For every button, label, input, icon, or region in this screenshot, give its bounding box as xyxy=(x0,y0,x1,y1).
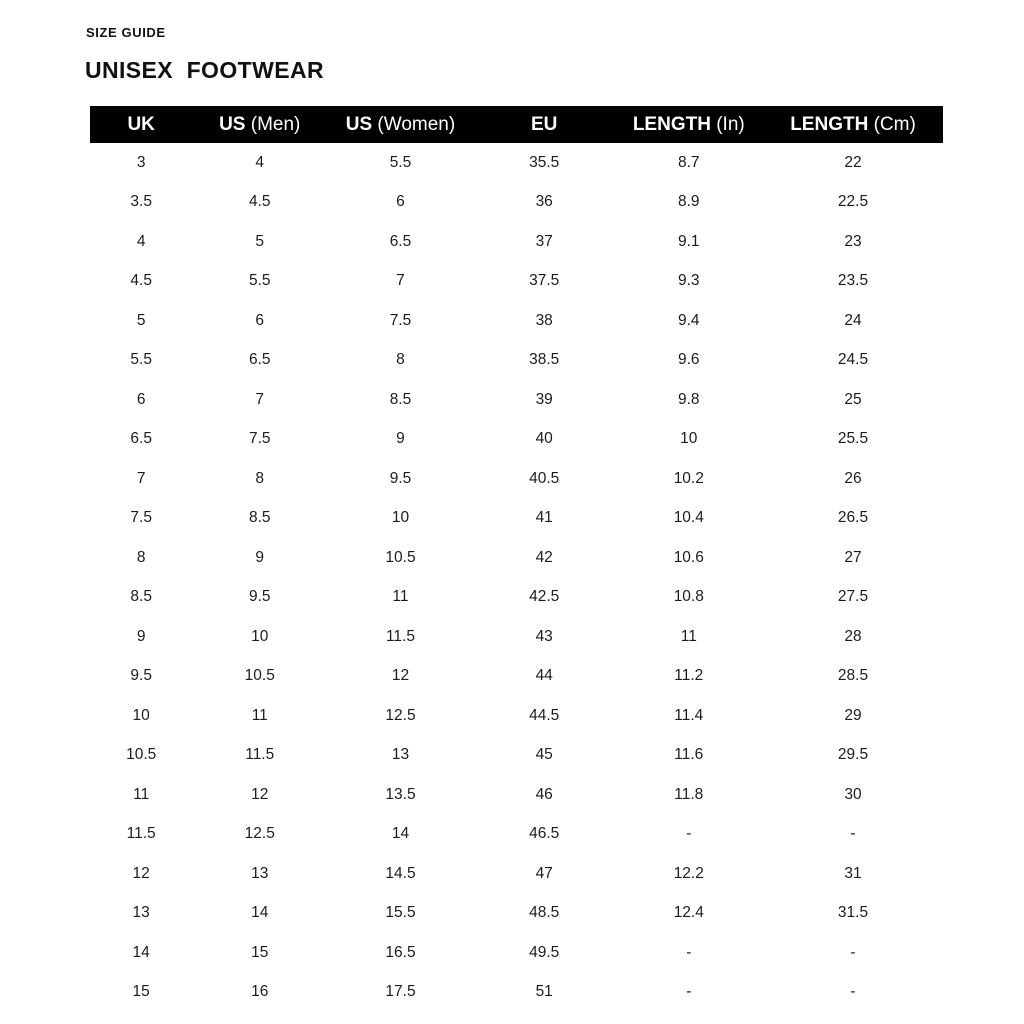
header-cell-uk xyxy=(90,106,192,143)
table-cell: 3 xyxy=(136,153,146,171)
header-bold-text: UK xyxy=(127,113,155,135)
table-row xyxy=(90,578,943,618)
table-cell: 3.5 xyxy=(130,193,152,211)
table-row xyxy=(90,380,943,420)
table-cell: 11.5 xyxy=(126,825,156,843)
table-cell: 13.5 xyxy=(385,785,416,803)
table-cell: 8 xyxy=(396,351,405,369)
table-row xyxy=(90,775,943,815)
table-cell: - xyxy=(686,943,692,961)
table-cell: 8 xyxy=(255,469,265,487)
table-cell: 11.6 xyxy=(674,746,704,764)
table-cell: 12.5 xyxy=(244,825,275,843)
table-cell: 9 xyxy=(396,430,405,448)
table-cell: 10.5 xyxy=(244,667,275,685)
table-cell: 37.5 xyxy=(529,272,560,290)
table-cell: 9.1 xyxy=(677,232,700,250)
table-cell: 9.8 xyxy=(677,390,700,408)
table-row xyxy=(90,657,943,697)
header-bold-text: LENGTH xyxy=(632,113,711,135)
table-cell: 9.5 xyxy=(130,667,152,685)
table-cell: 16 xyxy=(251,983,269,1001)
table-cell: 9 xyxy=(255,548,265,566)
table-cell: 9.3 xyxy=(677,272,700,290)
table-cell: - xyxy=(850,825,856,843)
table-cell: 24.5 xyxy=(837,351,869,369)
size-table-body xyxy=(90,143,943,1012)
table-cell: 26 xyxy=(844,469,862,487)
header-normal-text: (Men) xyxy=(245,113,301,135)
table-cell: 22.5 xyxy=(837,193,869,211)
table-cell: 40.5 xyxy=(529,469,560,487)
table-cell: 7.5 xyxy=(130,509,152,527)
table-cell: 31.5 xyxy=(837,904,869,922)
header-cell-us-men xyxy=(192,106,327,143)
table-cell: 31 xyxy=(844,864,862,882)
table-cell: 30 xyxy=(844,785,862,803)
table-cell: 29 xyxy=(844,706,862,724)
table-cell: 46 xyxy=(535,785,553,803)
table-cell: 10.6 xyxy=(673,548,704,566)
table-row xyxy=(90,301,943,341)
table-cell: 25 xyxy=(844,390,862,408)
table-row xyxy=(90,538,943,578)
table-cell: 10.4 xyxy=(673,509,704,527)
table-cell: 13 xyxy=(391,746,410,764)
table-row xyxy=(90,815,943,855)
table-cell: 15 xyxy=(251,943,269,961)
table-cell: 45 xyxy=(535,746,553,764)
table-cell: 9 xyxy=(136,627,146,645)
table-cell: 8.5 xyxy=(389,390,412,408)
table-cell: 17.5 xyxy=(385,983,416,1001)
table-cell: 10.2 xyxy=(673,469,704,487)
header-bold-text: EU xyxy=(530,113,558,135)
table-cell: 11.5 xyxy=(385,627,415,645)
table-cell: - xyxy=(686,825,692,843)
size-table-header xyxy=(90,106,943,143)
header-bold-text: US xyxy=(219,113,246,135)
table-row xyxy=(90,894,943,934)
table-cell: 27.5 xyxy=(837,588,869,606)
table-cell: 8.5 xyxy=(248,509,271,527)
table-cell: 4 xyxy=(255,153,265,171)
header-normal-text: (In) xyxy=(710,113,745,135)
table-cell: 14.5 xyxy=(385,864,416,882)
table-cell: 7 xyxy=(396,272,405,290)
table-cell: 13 xyxy=(132,904,150,922)
table-cell: 11.8 xyxy=(674,785,704,803)
table-cell: 13 xyxy=(251,864,269,882)
header-cell-length-cm xyxy=(763,106,943,143)
table-cell: 10 xyxy=(251,627,269,645)
table-cell: 42.5 xyxy=(529,588,560,606)
table-cell: 10 xyxy=(132,706,150,724)
table-cell: 44 xyxy=(535,667,553,685)
table-row xyxy=(90,617,943,657)
size-guide-label: SIZE GUIDE xyxy=(86,25,166,40)
table-cell: 42 xyxy=(535,548,553,566)
table-cell: 5 xyxy=(255,232,265,250)
table-cell: 10.8 xyxy=(673,588,704,606)
table-cell: 15.5 xyxy=(385,904,416,922)
table-cell: 28 xyxy=(844,627,862,645)
table-row xyxy=(90,183,943,223)
table-cell: 7.5 xyxy=(389,311,412,329)
header-normal-text: (Women) xyxy=(372,113,456,135)
table-cell: - xyxy=(850,943,856,961)
table-cell: 46.5 xyxy=(529,825,560,843)
table-cell: 8 xyxy=(136,548,146,566)
table-cell: 14 xyxy=(391,825,410,843)
table-cell: 6.5 xyxy=(389,232,412,250)
table-row xyxy=(90,696,943,736)
table-row xyxy=(90,499,943,539)
table-cell: 9.6 xyxy=(677,351,700,369)
table-cell: 8.7 xyxy=(677,153,700,171)
table-cell: 28.5 xyxy=(837,667,869,685)
table-cell: 12 xyxy=(251,785,269,803)
table-cell: 7 xyxy=(255,390,265,408)
header-normal-text: (Cm) xyxy=(868,113,916,135)
table-cell: 9.5 xyxy=(248,588,271,606)
table-cell: 11 xyxy=(251,706,268,724)
table-cell: 12 xyxy=(391,667,410,685)
table-row xyxy=(90,222,943,262)
header-bold-text: US xyxy=(345,113,373,135)
table-cell: 11 xyxy=(133,785,150,803)
table-cell: 47 xyxy=(535,864,553,882)
table-cell: 35.5 xyxy=(529,153,560,171)
table-cell: 51 xyxy=(535,983,553,1001)
table-cell: 15 xyxy=(132,983,150,1001)
table-cell: 11.4 xyxy=(674,706,704,724)
table-cell: 11.2 xyxy=(674,667,704,685)
table-cell: - xyxy=(850,983,856,1001)
table-cell: 6.5 xyxy=(248,351,271,369)
table-row xyxy=(90,262,943,302)
table-cell: 9.4 xyxy=(677,311,700,329)
table-cell: 5 xyxy=(136,311,146,329)
table-cell: 11 xyxy=(680,627,697,645)
table-cell: 29.5 xyxy=(837,746,869,764)
table-cell: 16.5 xyxy=(385,943,416,961)
page-title: UNISEX FOOTWEAR xyxy=(85,57,324,83)
table-cell: 4 xyxy=(136,232,146,250)
header-bold-text: LENGTH xyxy=(790,113,869,135)
header-cell-us-women xyxy=(327,106,474,143)
table-row xyxy=(90,973,943,1013)
table-cell: 10.5 xyxy=(126,746,157,764)
table-cell: 12.5 xyxy=(385,706,416,724)
table-row xyxy=(90,341,943,381)
table-cell: 48.5 xyxy=(529,904,560,922)
table-cell: 7.5 xyxy=(248,430,271,448)
table-cell: 36 xyxy=(535,193,553,211)
table-cell: 24 xyxy=(844,311,862,329)
table-row xyxy=(90,854,943,894)
table-cell: 11 xyxy=(392,588,409,606)
table-cell: 4.5 xyxy=(248,193,271,211)
table-cell: 40 xyxy=(535,430,553,448)
table-cell: - xyxy=(686,983,692,1001)
table-cell: 4.5 xyxy=(130,272,152,290)
table-cell: 27 xyxy=(844,548,862,566)
table-row xyxy=(90,459,943,499)
table-cell: 7 xyxy=(136,469,146,487)
table-cell: 43 xyxy=(535,627,553,645)
table-cell: 37 xyxy=(535,232,553,250)
table-cell: 10 xyxy=(391,509,410,527)
table-cell: 12.4 xyxy=(673,904,704,922)
table-cell: 26.5 xyxy=(837,509,869,527)
table-cell: 12 xyxy=(132,864,150,882)
table-row xyxy=(90,736,943,776)
table-row xyxy=(90,933,943,973)
table-cell: 10 xyxy=(680,430,698,448)
table-cell: 6 xyxy=(255,311,265,329)
table-cell: 10.5 xyxy=(385,548,416,566)
header-row xyxy=(90,106,943,143)
table-cell: 5.5 xyxy=(389,153,412,171)
table-cell: 22 xyxy=(844,153,862,171)
table-cell: 14 xyxy=(251,904,269,922)
table-cell: 25.5 xyxy=(837,430,869,448)
table-cell: 44.5 xyxy=(529,706,560,724)
size-table xyxy=(90,106,943,1012)
table-cell: 5.5 xyxy=(130,351,152,369)
table-cell: 6.5 xyxy=(130,430,152,448)
table-cell: 12.2 xyxy=(673,864,704,882)
table-cell: 14 xyxy=(132,943,150,961)
table-cell: 38.5 xyxy=(529,351,560,369)
table-cell: 8.5 xyxy=(130,588,152,606)
table-cell: 9.5 xyxy=(389,469,412,487)
table-cell: 39 xyxy=(535,390,553,408)
table-cell: 23 xyxy=(844,232,862,250)
table-cell: 49.5 xyxy=(529,943,560,961)
table-cell: 8.9 xyxy=(677,193,700,211)
table-cell: 6 xyxy=(136,390,146,408)
header-cell-eu xyxy=(474,106,615,143)
table-cell: 23.5 xyxy=(837,272,869,290)
table-cell: 41 xyxy=(535,509,553,527)
table-row xyxy=(90,143,943,183)
table-cell: 11.5 xyxy=(245,746,275,764)
table-row xyxy=(90,420,943,460)
header-cell-length-in xyxy=(615,106,763,143)
table-cell: 38 xyxy=(535,311,553,329)
table-cell: 6 xyxy=(396,193,405,211)
table-cell: 5.5 xyxy=(248,272,271,290)
